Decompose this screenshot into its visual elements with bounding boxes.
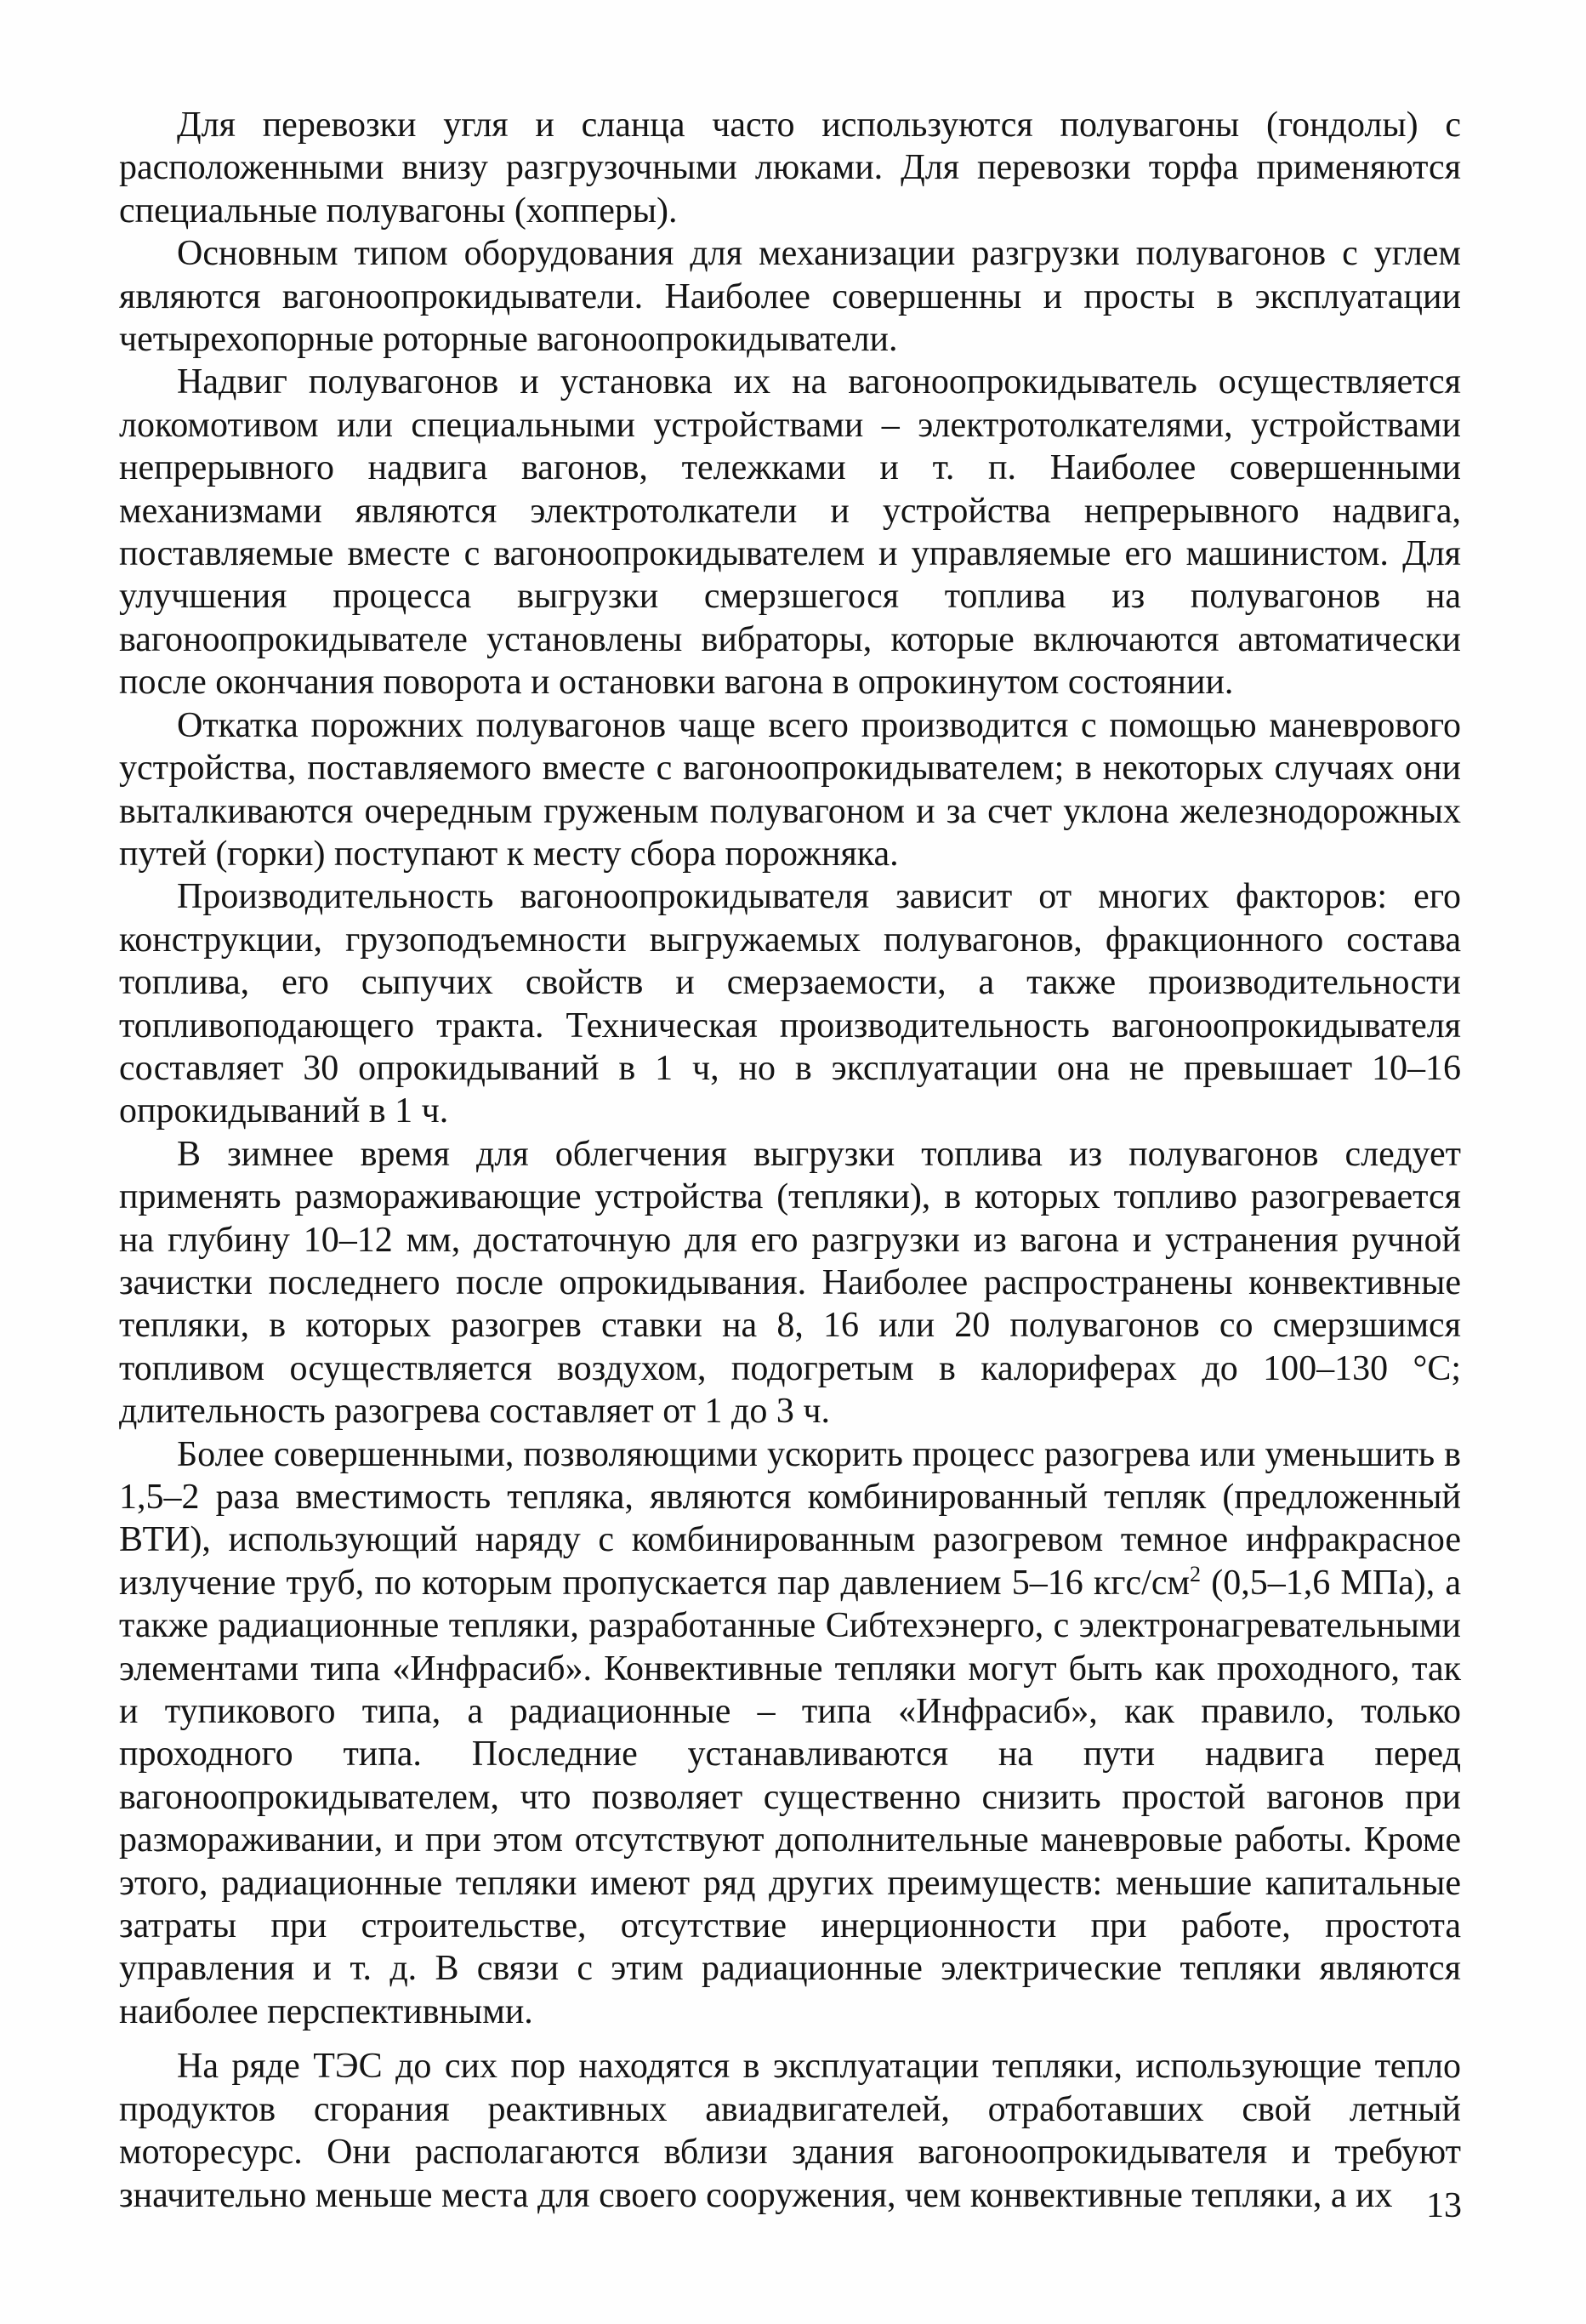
superscript-unit: 2 [1190,1561,1202,1586]
paragraph-4: Откатка порожних полувагонов чаще всего производится с помощью маневрового устройства, поставляемого вместе с вагоноопрокидывателем; в некоторых случаях они выталкиваются очередным груженым полувагоном и за счет уклона железнодорожных путей (горки) поступают к месту сбора порожняка. [119,705,1461,874]
paragraph-3: Надвиг полувагонов и установка их на вагоноопрокидыватель осуществляется локомотивом или специальными устройствами – электротолкателями, устройствами непрерывного надвига вагонов, тележками и т. п. Наиболее совершенными механизмами являются электротолкатели и устройства непрерывного надвига, поставляемые вместе с вагоноопрокидывателем и управляемые его машинистом. Для улучшения процесса выгрузки смерзшегося топлива из полувагонов на вагоноопрокидывателе установлены вибраторы, которые включаются автоматически после окончания поворота и остановки вагона в опрокинутом состоянии. [119,362,1461,703]
paragraph-5: Производительность вагоноопрокидывателя зависит от многих факторов: его конструкции, грузоподъемности выгружаемых полувагонов, фракционного состава топлива, его сыпучих свойств и смерзаемости, а также производительности топливоподающего тракта. Техническая производительность вагоноопрокидывателя составляет 30 опрокидываний в 1 ч, но в эксплуатации она не превышает 10–16 опрокидываний в 1 ч. [119,877,1461,1131]
paragraph-7 [119,1433,1461,2034]
paragraph-7-text: Более совершенными, позволяющими ускорить процесс разогрева или уменьшить в 1,5–2 раза вместимость тепляка, являются комбинированный тепляк (предложенный ВТИ), использующий наряду с комбинированным разогревом темное инфракрасное излучение труб, по которым пропускается пар давлением 5–16 кгс/см [119,1434,1461,1603]
paragraph-1: Для перевозки угля и сланца часто используются полувагоны (гондолы) с расположенными внизу разгрузочными люками. Для перевозки торфа применяются специальные полувагоны (хопперы). [119,105,1461,231]
paragraph-2: Основным типом оборудования для механизации разгрузки полувагонов с углем являются вагоноопрокидыватели. Наиболее совершенны и просты в эксплуатации четырехопорные роторные вагоноопрокидыватели. [119,234,1461,360]
body-text [119,104,1461,2217]
page-number: 13 [1426,2186,1462,2225]
paragraph-6: В зимнее время для облегчения выгрузки топлива из полувагонов следует применять размораживающие устройства (тепляки), в которых топливо разогревается на глубину 10–12 мм, достаточную для его разгрузки из вагона и устранения ручной зачистки последнего после опрокидывания. Наиболее распространены конвективные тепляки, в которых разогрев ставки на 8, 16 или 20 полувагонов со смерзшимся топливом осуществляется воздухом, подогретым в калориферах до 100–130 °С; длительность разогрева составляет от 1 до 3 ч. [119,1134,1461,1432]
paragraph-7-continuation: (0,5–1,6 МПа), а также радиационные тепляки, разработанные Сибтехэнерго, с электронагревательными элементами типа «Инфрасиб». Конвективные тепляки могут быть как проходного, так и тупикового типа, а радиационные – типа «Инфрасиб», как правило, только проходного типа. Последние устанавливаются на пути надвига перед вагоноопрокидывателем, что позволяет существенно снизить простой вагонов при размораживании, и при этом отсутствуют дополнительные маневровые работы. Кроме этого, радиационные тепляки имеют ряд других преимуществ: меньшие капитальные затраты при строительстве, отсутствие инерционности при работе, простота управления и т. д. В связи с этим радиационные электрические тепляки являются наиболее перспективными. [119,1563,1462,2031]
paragraph-8: На ряде ТЭС до сих пор находятся в эксплуатации тепляки, использующие тепло продуктов сгорания реактивных авиадвигателей, отработавших свой летный моторесурс. Они располагаются вблизи здания вагоноопрокидывателя и требуют значительно меньше места для своего сооружения, чем конвективные тепляки, а их [119,2047,1461,2215]
